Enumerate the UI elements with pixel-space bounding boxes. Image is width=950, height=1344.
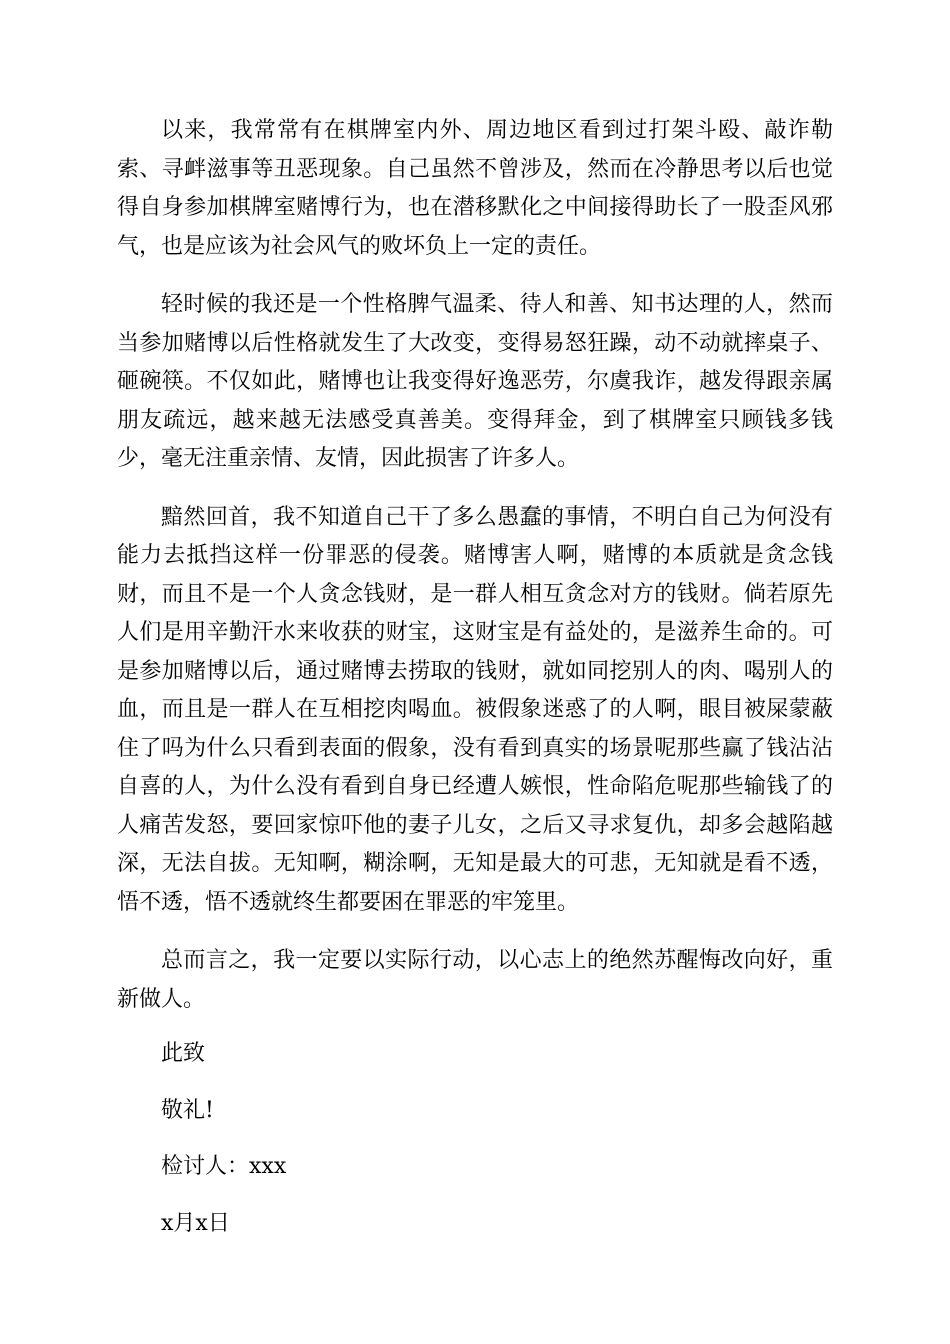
document-body: [117, 112, 833, 1243]
closing-signer: 检讨人：xxx: [161, 1154, 287, 1179]
paragraph-2: 轻时候的我还是一个性格脾气温柔、待人和善、知书达理的人，然而当参加赌博以后性格就发生了大改变，变得易怒狂躁，动不动就摔桌子、砸碗筷。不仅如此，赌博也让我变得好逸恶劳，尔虞我诈，越发得跟亲属朋友疏远，越来越无法感受真善美。变得拜金，到了棋牌室只顾钱多钱少，毫无注重亲情、友情，因此损害了许多人。: [117, 292, 833, 471]
paragraph-3: 黯然回首，我不知道自己干了多么愚蠢的事情，不明白自己为何没有能力去抵挡这样一份罪恶的侵袭。赌博害人啊，赌博的本质就是贪念钱财，而且不是一个人贪念钱财，是一群人相互贪念对方的钱财。倘若原先人们是用辛勤汗水来收获的财宝，这财宝是有益处的，是滋养生命的。可是参加赌博以后，通过赌博去捞取的钱财，就如同挖别人的肉、喝别人的血，而且是一群人在互相挖肉喝血。被假象迷惑了的人啊，眼目被屎蒙蔽住了吗为什么只看到表面的假象，没有看到真实的场景呢那些赢了钱沾沾自喜的人，为什么没有看到自身已经遭人嫉恨，性命陷危呢那些输钱了的人痛苦发怒，要回家惊吓他的妻子儿女，之后又寻求复仇，却多会越陷越深，无法自拔。无知啊，糊涂啊，无知是最大的可悲，无知就是看不透，悟不透，悟不透就终生都要困在罪恶的牢笼里。: [117, 504, 833, 915]
closing-date: x月x日: [161, 1210, 230, 1236]
paragraph-1: 以来，我常常有在棋牌室内外、周边地区看到过打架斗殴、敲诈勒索、寻衅滋事等丑恶现象。自己虽然不曾涉及，然而在冷静思考以后也觉得自身参加棋牌室赌博行为，也在潜移默化之中间接得助长了一股歪风邪气，也是应该为社会风气的败坏负上一定的责任。: [117, 118, 833, 259]
closing-regards: 敬礼!: [161, 1097, 214, 1123]
closing-salutation: 此致: [161, 1041, 206, 1066]
paragraph-4: 总而言之，我一定要以实际行动，以心志上的绝然苏醒悔改向好，重新做人。: [117, 948, 833, 1012]
